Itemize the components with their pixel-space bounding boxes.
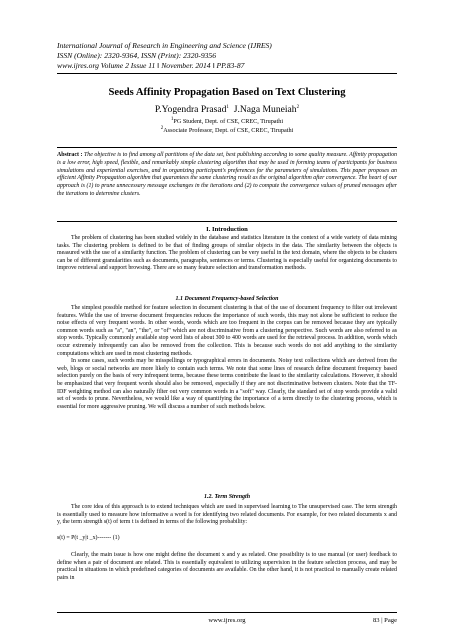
affiliation-superscript: 2: [160, 125, 164, 131]
footer-rule: [57, 612, 397, 613]
section-body: [57, 305, 397, 411]
author-superscript: 2: [296, 104, 300, 110]
abstract-text: The objective is to find among all partitions of the data set, best publishing according to some quality measure. Affinity propagation is a low error, high speed, flexible, and remarkably simple clustering algorithm that may be used in forming teams of participants for business simulations and experiential exercises, and in organizing participant's preferences for the parameters of simulations. This paper proposes an efficient Affinity Propagation algorithm that guarantees the same clustering result as the original algorithm after convergence. The heart of our approach is (1) to prune unnecessary message exchanges in the iterations and (2) to compute the convergence values of pruned messages after the iterations to determine clusters.: [57, 152, 397, 197]
author-name: J.Naga Muneiah: [233, 104, 297, 115]
subsection-heading: 1.1 Document Frequency-based Selection: [175, 296, 279, 302]
paragraph: Clearly, the main issue is how one might define the document x and y as related. One possibility is to use manual (or user) feedback to define when a pair of document are related. This is essentially equivalent to utilizing supervision in the feature selection process, and may be practical in situations in which predefined categories of documents are available. On the other hand, it is not practical to manually create related pairs in: [57, 552, 397, 581]
journal-volume: www.ijres.org Volume 2 Issue 11 ǁ November. 2014 ǁ PP.83-87: [57, 61, 245, 70]
section-body: [57, 504, 397, 527]
paragraph: The simplest possible method for feature selection in document clustering is that of the use of document frequency to filter out irrelevant features. While the use of inverse document frequencies reduces the importance of such words, this may not alone be sufficient to reduce the noise effects of very frequent words. In other words, words which are too frequent in the corpus can be removed because they are typically common words such as "a", "an", "the", or "of" which are not discriminative from a clustering perspective. Such words are also referred to as stop words. Typically commonly available stop word lists of about 300 to 400 words are used for the retrieval process. In addition, words which occur extremely infrequently can also be removed from the collection. This is because such words do not add anything to the similarity computations which are used in most clustering methods.: [57, 305, 397, 357]
header-rule: [57, 73, 397, 74]
affiliation-superscript: 1: [170, 116, 174, 122]
paragraph: The core idea of this approach is to extend techniques which are used in supervised learning to The unsupervised case. The term strength is essentially used to measure how informative a word is for identifying two related documents. For example, for two related documents x and y, the term strength s(t) of term t is defined in terms of the following probability:: [57, 504, 397, 526]
author-name: P.Yogendra Prasad: [154, 104, 227, 115]
affiliation-text: PG Student, Dept. of CSE, CREC, Tirupathi: [173, 118, 284, 125]
paragraph: In some cases, such words may be misspellings or typographical errors in documents. Noisy text collections which are derived from the web, blogs or social networks are more likely to contain such terms. We note that some lines of research define document frequency based selection purely on the basis of very infrequent terms, because these terms contribute the least to the similarity calculations. However, it should be emphasized that very frequent words should also be removed, especially if they are not discriminative between clusters. Note that the TF-IDF weighting method can also naturally filter out very common words in a "soft" way. Clearly, the standard set of stop words provide a valid set of words to prune. Nevertheless, we would like a way of quantifying the importance of a term directly to the clustering process, which is essential for more aggressive pruning. We will discuss a number of such methods below.: [57, 358, 397, 410]
abstract: [57, 152, 397, 199]
footer-url: www.ijres.org: [208, 617, 246, 624]
abstract-rule-bottom: [57, 221, 397, 222]
journal-name: International Journal of Research in Engineering and Science (IJRES): [57, 41, 272, 50]
equation: s(t) = P(t _y|t _x)------- (1): [57, 535, 120, 541]
page-number: 83 | Page: [372, 617, 397, 624]
abstract-label: Abstract :: [57, 152, 83, 158]
paper-title: Seeds Affinity Propagation Based on Text Clustering: [108, 87, 346, 98]
journal-header: [57, 41, 397, 71]
author-superscript: 1: [226, 104, 229, 110]
affiliation: [57, 118, 397, 125]
affiliation: [57, 127, 397, 134]
section-heading: I. Introduction: [206, 226, 248, 233]
author-line: [57, 104, 397, 115]
affiliation-text: Associate Professor, Dept. of CSE, CREC, Tirupathi: [163, 127, 294, 134]
section-body: [57, 235, 397, 273]
journal-issn: ISSN (Online): 2320-9364, ISSN (Print): 2320-9356: [57, 51, 217, 60]
section-body: [57, 552, 397, 582]
paragraph: The problem of clustering has been studied widely in the database and statistics literature in the context of a wide variety of data mining tasks. The clustering problem is defined to be that of finding groups of similar objects in the data. The similarity between the objects is measured with the use of a similarity function. The problem of clustering can be very useful in the text domain, where the objects to be clusters can be of different granularities such as documents, paragraphs, sentences or terms. Clustering is especially useful for organizing documents to improve retrieval and support browsing. There are so many feature selection and transformation methods.: [57, 235, 397, 272]
subsection-heading: 1.2. Term Strength: [203, 494, 251, 500]
abstract-rule-top: [57, 147, 397, 148]
